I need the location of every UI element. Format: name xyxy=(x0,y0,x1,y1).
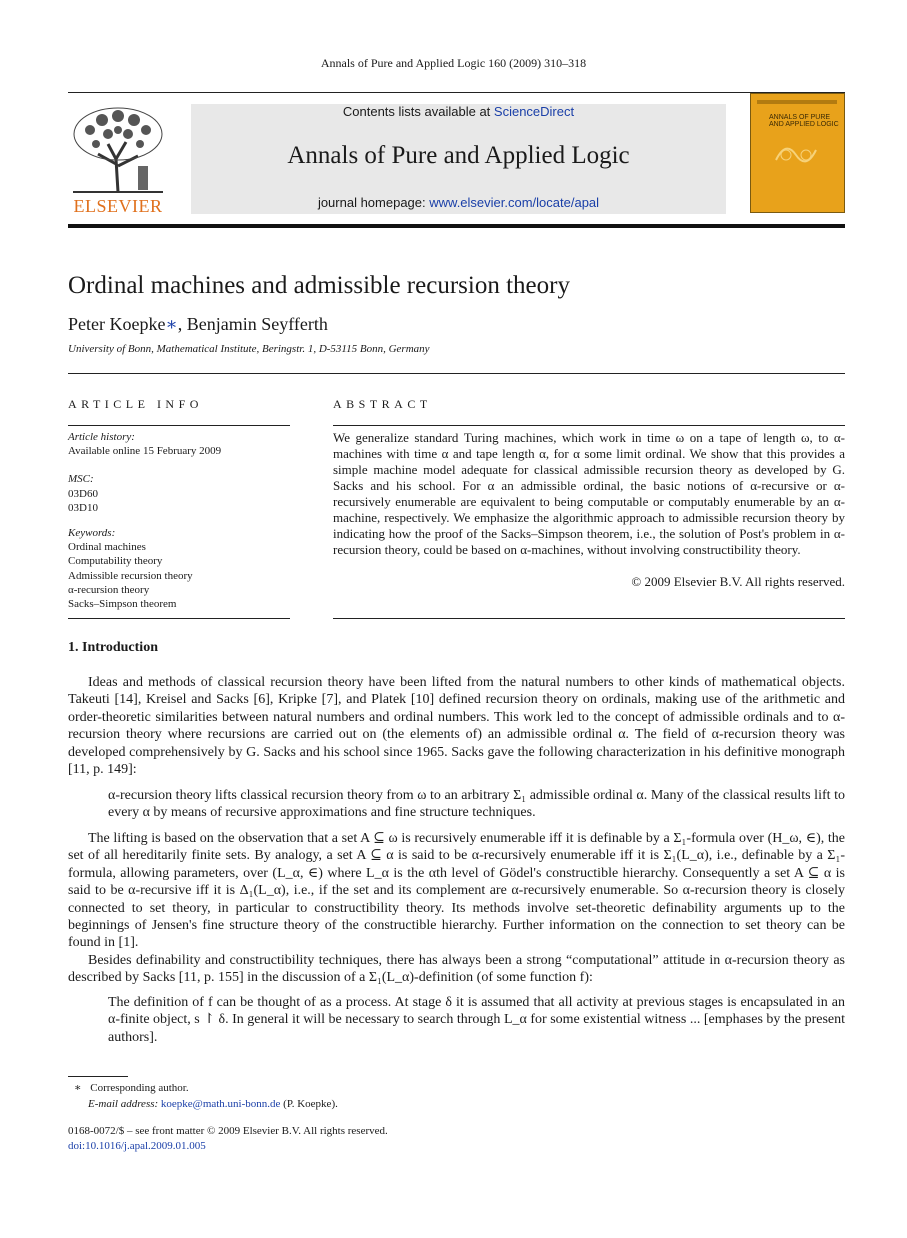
contents-prefix: Contents lists available at xyxy=(342,104,494,119)
cover-title: ANNALS OF PURE AND APPLIED LOGIC xyxy=(769,114,839,128)
elsevier-wordmark: ELSEVIER xyxy=(73,196,163,216)
msc-label: MSC: xyxy=(68,473,94,486)
abstract-rule xyxy=(333,425,845,426)
journal-masthead xyxy=(191,104,726,214)
email-label: E-mail address: xyxy=(88,1098,161,1110)
article-title: Ordinal machines and admissible recursion theory xyxy=(68,272,570,299)
footnote-rule xyxy=(68,1076,128,1077)
section-heading-introduction: 1. Introduction xyxy=(68,640,158,655)
keywords-label: Keywords: xyxy=(68,527,116,540)
article-info-heading: ARTICLE INFO xyxy=(68,397,203,411)
email-suffix: (P. Koepke). xyxy=(280,1098,338,1110)
corresponding-author-mark[interactable]: ∗ xyxy=(165,314,178,334)
author-koepke: Peter Koepke xyxy=(68,314,166,334)
running-header: Annals of Pure and Applied Logic 160 (2009) 310–318 xyxy=(320,56,587,70)
homepage-link[interactable]: www.elsevier.com/locate/apal xyxy=(429,195,600,210)
homepage-prefix: journal homepage: xyxy=(317,195,430,210)
intro-paragraph-3 xyxy=(68,952,845,987)
footnote-corresponding-text: Corresponding author. xyxy=(90,1082,189,1094)
keyword: Ordinal machines xyxy=(68,541,146,554)
author-list xyxy=(68,314,328,335)
article-info-bottom-rule xyxy=(68,618,290,619)
footnote-mark: ∗ xyxy=(74,1082,82,1094)
msc-code: 03D60 xyxy=(68,487,98,500)
intro-paragraph-2 xyxy=(68,830,845,952)
article-info xyxy=(68,430,290,611)
intro-paragraph-1 xyxy=(68,674,845,778)
sacks-quote-1: α-recursion theory lifts classical recursion theory from ω to an arbitrary Σ₁ admissible ordinal α. Many of the classical results lift to every α by means of recursive approximations and fine structure techniques. xyxy=(108,788,845,821)
email-link[interactable]: koepke@math.uni-bonn.de xyxy=(160,1098,281,1110)
keyword: Sacks–Simpson theorem xyxy=(68,598,177,611)
header-rule xyxy=(68,92,845,93)
contents-available xyxy=(191,104,726,119)
journal-name: Annals of Pure and Applied Logic xyxy=(287,142,630,169)
history-label: Article history: xyxy=(68,431,135,443)
journal-cover-thumbnail xyxy=(750,93,845,213)
abstract-copyright: © 2009 Elsevier B.V. All rights reserved. xyxy=(631,574,845,589)
cover-band xyxy=(757,100,837,104)
cover-ornament-icon xyxy=(771,140,821,170)
sacks-quote-2: The definition of f can be thought of as a process. At stage δ it is assumed that all activity at previous stages is encapsulated in an α-finite object, s ↾ δ. In general it will be necessary to search through L_α for some existential witness ... [emphases by the present authors]. xyxy=(108,995,845,1045)
abstract-heading: ABSTRACT xyxy=(333,397,432,411)
paragraph-text: Besides definability and constructibility techniques, there has always been a strong “computational” attitude in α-recursion theory as described by Sacks [11, p. 155] in the discussion of a Σ₁(L_α)-definition (of some function f): xyxy=(68,953,845,986)
footnote-corresponding xyxy=(74,1081,189,1096)
sciencedirect-link[interactable]: ScienceDirect xyxy=(493,104,575,119)
article-info-rule xyxy=(68,425,290,426)
paragraph-text: Ideas and methods of classical recursion theory have been lifted from the natural numbers to other kinds of mathematical objects. Takeuti [14], Kreisel and Sacks [6], Kripke [7], and Platek [10] defined recursion theory on ordinals, making use of the arithmetic and order-theoretic similarities between natural numbers and ordinal numbers. This work led to the concept of admissible ordinals and to α-recursion theory where recursions are carried out on (the elements of) an admissible ordinal α. The field of α-recursion theory was developed comprehensively by G. Sacks and his school since 1965. Sacks gave the following characterization in his definitive monograph [11, p. 149]: xyxy=(68,675,845,778)
abstract-text: We generalize standard Turing machines, which work in time ω on a tape of length ω, to α-machines with time α and tape length α, for α some limit ordinal. We show that this provides a simple machine model adequate for classical admissible recursion theory as developed by G. Sacks and his school. For α an admissible ordinal, the basic notions of α-recursive or α-recursively enumerable are equivalent to being computable or computably enumerable by an α-machine, respectively. We emphasize the algorithmic approach to admissible recursion theory by indicating how the proof of the Sacks–Simpson theorem, i.e., the solution of Post's problem in α-recursion theory, could be based on α-machines, without involving constructibility theory. xyxy=(333,430,845,557)
author-seyfferth: Benjamin Seyfferth xyxy=(186,314,328,334)
keyword: Admissible recursion theory xyxy=(68,569,193,582)
masthead-rule xyxy=(68,224,845,228)
abstract-bottom-rule xyxy=(333,618,845,619)
issn-line: 0168-0072/$ – see front matter © 2009 Elsevier B.V. All rights reserved. xyxy=(68,1125,388,1137)
journal-homepage xyxy=(191,195,726,210)
author-separator: , xyxy=(177,314,187,334)
history-value: Available online 15 February 2009 xyxy=(68,445,222,458)
affiliation: University of Bonn, Mathematical Institute, Beringstr. 1, D-53115 Bonn, Germany xyxy=(68,343,430,355)
msc-code: 03D10 xyxy=(68,501,98,514)
title-rule xyxy=(68,373,845,374)
footnote-email xyxy=(88,1097,338,1112)
doi-link[interactable]: doi:10.1016/j.apal.2009.01.005 xyxy=(68,1140,206,1152)
keyword: α-recursion theory xyxy=(68,583,150,596)
keyword: Computability theory xyxy=(68,555,163,568)
paragraph-text: The lifting is based on the observation that a set A ⊆ ω is recursively enumerable iff it is definable by a Σ₁-formula over (H_ω, ∈), the set of all hereditarily finite sets. By analogy, a set A ⊆ α is said to be α-recursively enumerable iff it is Σ₁(L_α), i.e., definable by a Σ₁-formula, allowing parameters, over (L_α, ∈) where L_α is the αth level of Gödel's constructible hierarchy. Consequently a set A ⊆ α is said to be α-recursive iff it is Δ₁(L_α), i.e., if the set and its complement are α-recursively enumerable. So α-recursion theory is closely connected to set theory, in particular to constructibility theory. Its methods involve set-theoretic definability arguments up to the beginnings of Jensen's fine structure theory of the constructible hierarchy. Further information on the connection to set theory can be found in [1]. xyxy=(68,831,845,951)
